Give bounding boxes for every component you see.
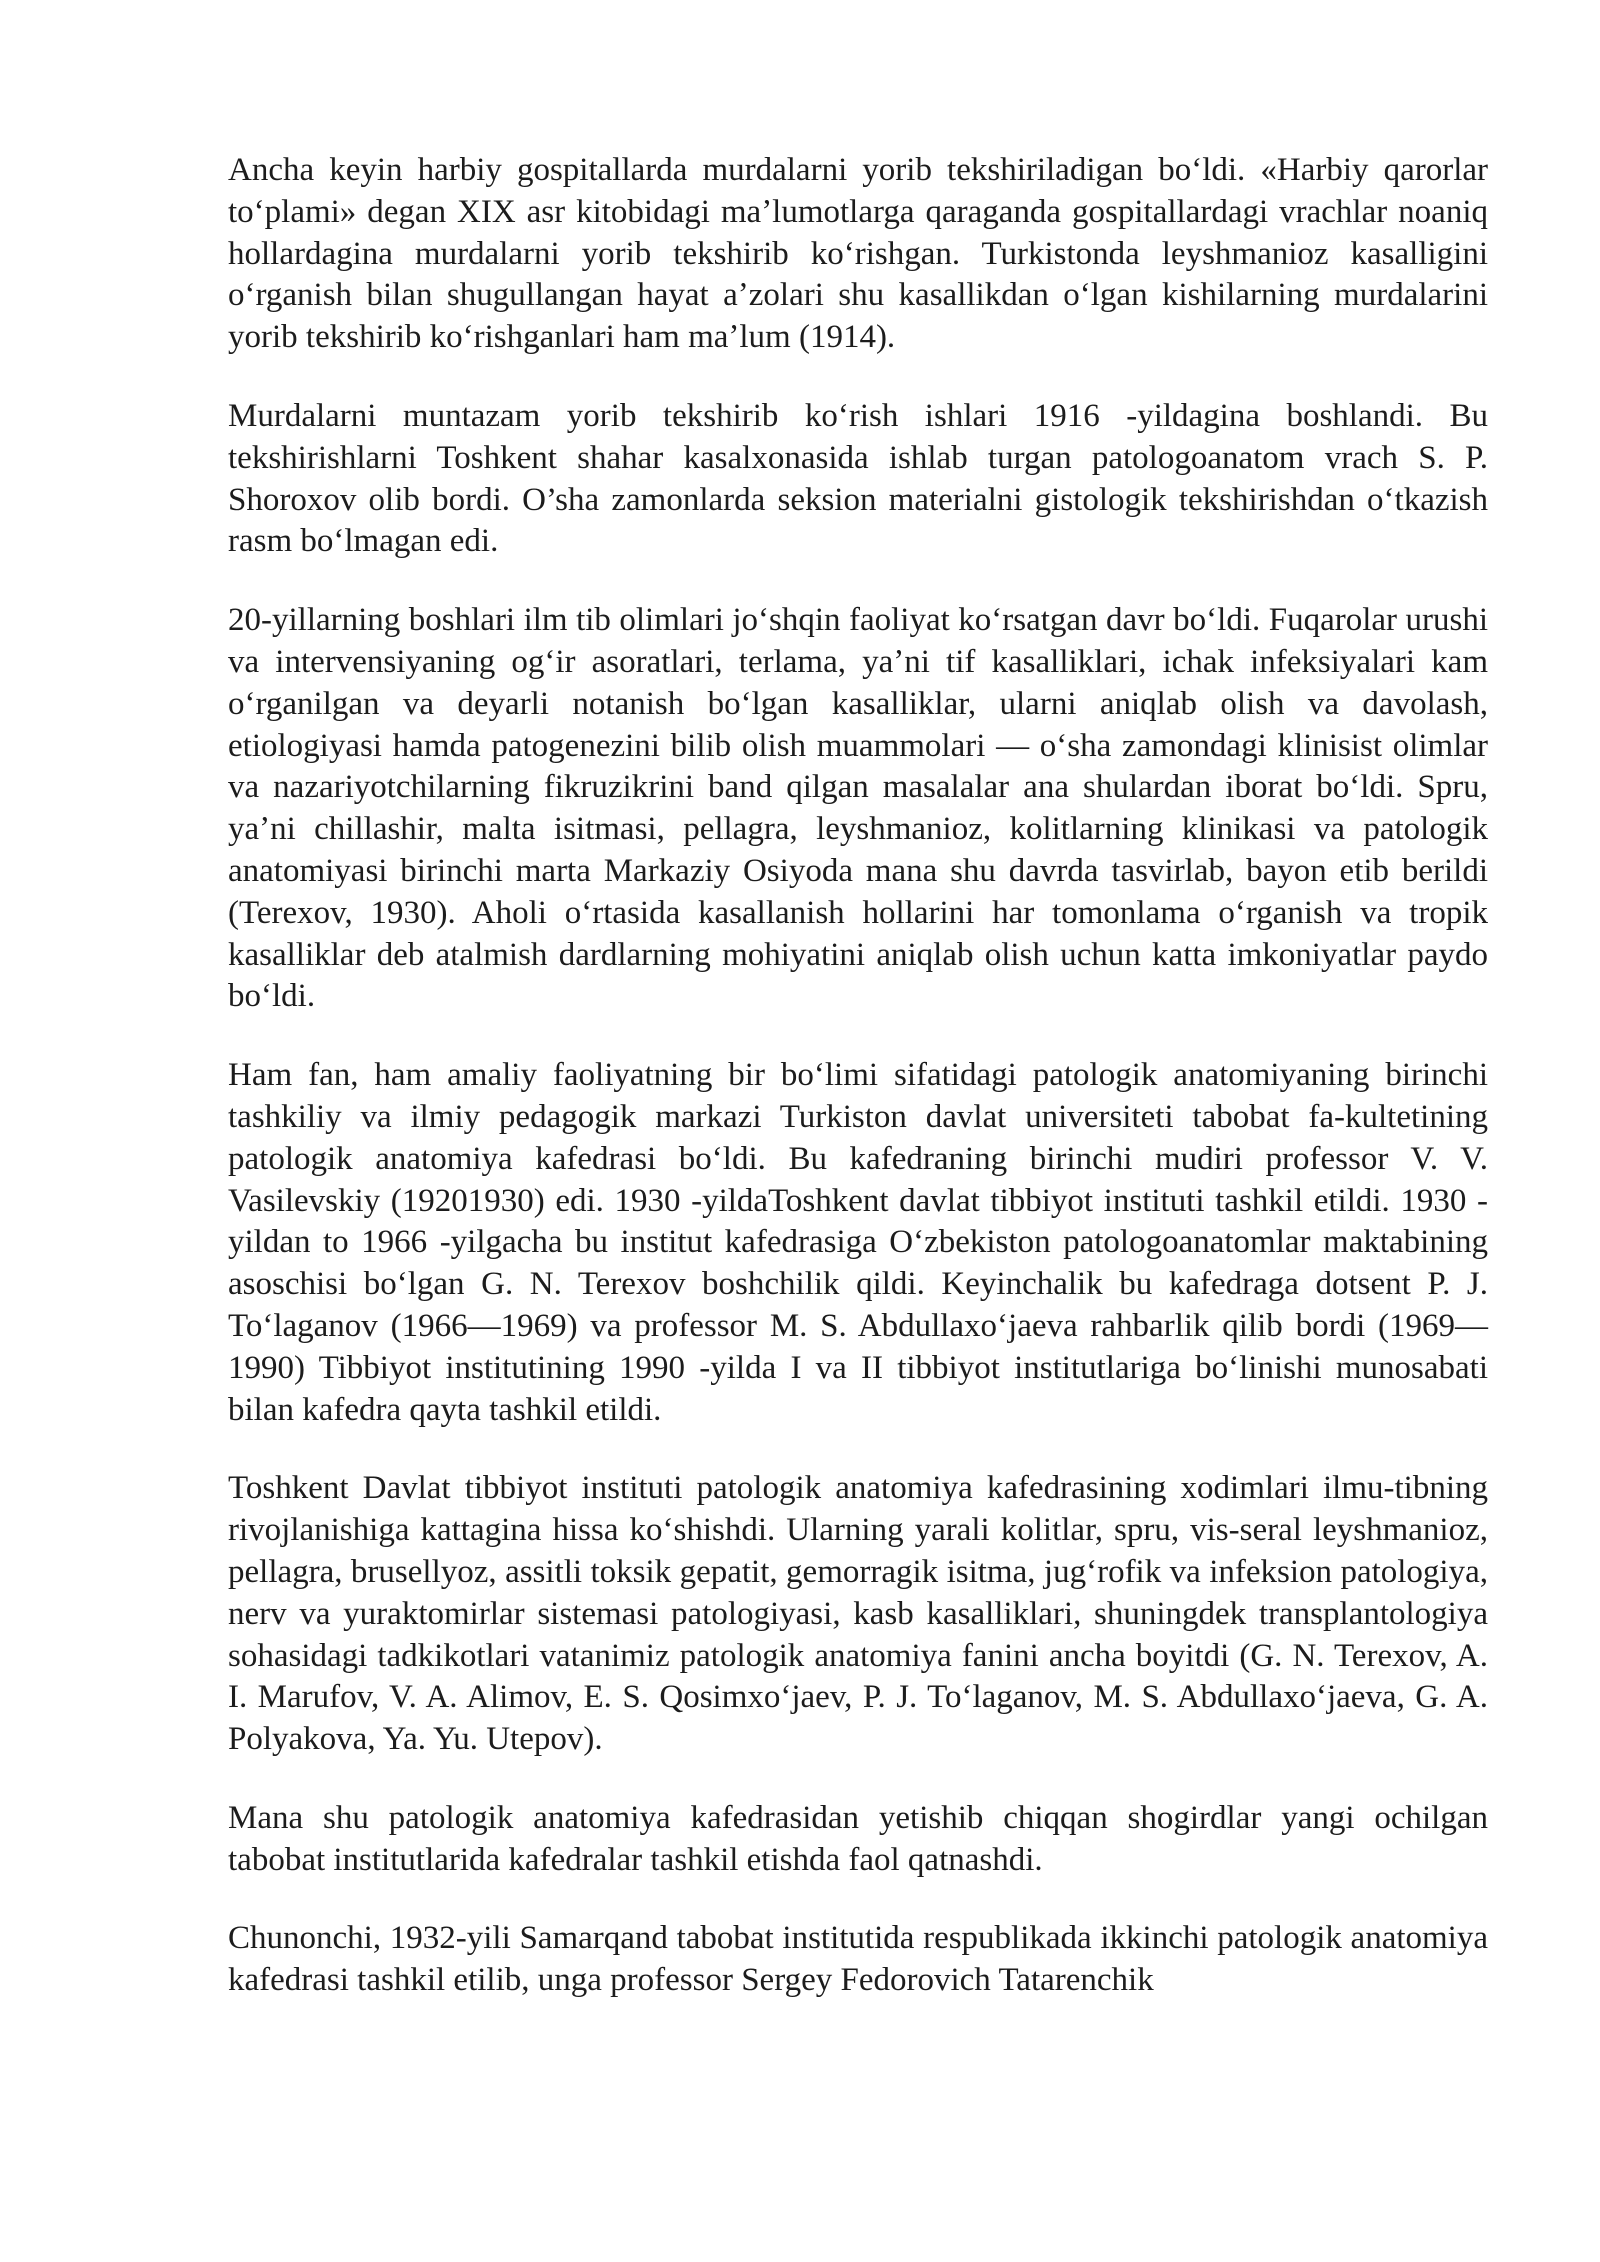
paragraph-autopsy-history: Ancha keyin harbiy gospitallarda murdalarni yorib tekshiriladigan boʻldi. «Harbiy qarorlar toʻplami» degan XIX asr kitobidagi maʼlumotlarga qaraganda gospitallardagi vrachlar noaniq hollardagina murdalarni yorib tekshirib koʻrishgan. Turkistonda leyshmanioz kasalligini oʻrganish bilan shugullangan hayat aʼzolari shu kasallikdan oʻlgan kishilarning murdalarini yorib tekshirib koʻrishganlari ham maʼlum (1914). bbox=[228, 152, 1488, 356]
document-page bbox=[228, 150, 1488, 2039]
paragraph-students: Mana shu patologik anatomiya kafedrasidan yetishib chiqqan shogirdlar yangi ochilgan tabobat institutlarida kafedralar tashkil etishda faol qatnashdi. bbox=[228, 1799, 1488, 1878]
paragraph-samarkand: Chunonchi, 1932-yili Samarqand tabobat institutida respublikada ikkinchi patologik anatomiya kafedrasi tashkil etilib, unga professor Sergey Fedorovich Tatarenchik bbox=[228, 1920, 1488, 1999]
paragraph-department-contributions: Toshkent Davlat tibbiyot instituti patologik anatomiya kafedrasining xodimlari ilmu-tibning rivojlanishiga kattagina hissa koʻshishdi. Ularning yarali kolitlar, spru, vis-seral leyshmanioz, pellagra, brusellyoz, assitli toksik gepatit, gemorragik isitma, jugʻrofik va infeksion patologiya, nerv va yuraktomirlar sistemasi patologiyasi, kasb kasalliklari, shuningdek transplantologiya sohasidagi tadkikotlari vatanimiz patologik anatomiya fanini ancha boyitdi (G. N. Terexov, A. I. Marufov, V. A. Alimov, E. S. Qosimxoʻjaev, P. J. Toʻlaganov, M. S. Abdullaxoʻjaeva, G. A. Polyakova, Ya. Yu. Utepov). bbox=[228, 1470, 1488, 1758]
paragraph-first-department: Ham fan, ham amaliy faoliyatning bir boʻlimi sifatidagi patologik anatomiyaning birinchi tashkiliy va ilmiy pedagogik markazi Turkiston davlat universiteti tabobat fa-kultetining patologik anatomiya kafedrasi boʻldi. Bu kafedraning birinchi mudiri professor V. V. Vasilevskiy (19201930) edi. 1930 -yildaToshkent davlat tibbiyot instituti tashkil etildi. 1930 -yildan to 1966 -yilgacha bu institut kafedrasiga Oʻzbekiston patologoanatomlar maktabining asoschisi boʻlgan G. N. Terexov boshchilik qildi. Keyinchalik bu kafedraga dotsent P. J. Toʻlaganov (1966—1969) va professor M. S. Abdullaxoʻjaeva rahbarlik qilib bordi (1969— 1990) Tibbiyot institutining 1990 -yilda I va II tibbiyot institutlariga boʻlinishi munosabati bilan kafedra qayta tashkil etildi. bbox=[228, 1057, 1488, 1428]
paragraph-systematic-autopsy: Murdalarni muntazam yorib tekshirib koʻrish ishlari 1916 -yildagina boshlandi. Bu tekshirishlarni Toshkent shahar kasalxonasida ishlab turgan patologoanatom vrach S. P. Shoroxov olib bordi. O’sha zamonlarda seksion materialni gistologik tekshirishdan oʻtkazish rasm boʻlmagan edi. bbox=[228, 397, 1488, 560]
paragraph-1920s-research: 20-yillarning boshlari ilm tib olimlari joʻshqin faoliyat koʻrsatgan davr boʻldi. Fuqarolar urushi va intervensiyaning ogʻir asoratlari, terlama, yaʼni tif kasalliklari, ichak infeksiyalari kam oʻrganilgan va deyarli notanish boʻlgan kasalliklar, ularni aniqlab olish va davolash, etiologiyasi hamda patogenezini bilib olish muammolari — oʻsha zamondagi klinisist olimlar va nazariyotchilarning fikruzikrini band qilgan masalalar ana shulardan iborat boʻldi. Spru, yaʼni chillashir, malta isitmasi, pellagra, leyshmanioz, kolitlarning klinikasi va patologik anatomiyasi birinchi marta Markaziy Osiyoda mana shu davrda tasvirlab, bayon etib berildi (Terexov, 1930). Aholi oʻrtasida kasallanish hollarini har tomonlama oʻrganish va tropik kasalliklar deb atalmish dardlarning mohiyatini aniqlab olish uchun katta imkoniyatlar paydo boʻldi. bbox=[228, 602, 1488, 1015]
